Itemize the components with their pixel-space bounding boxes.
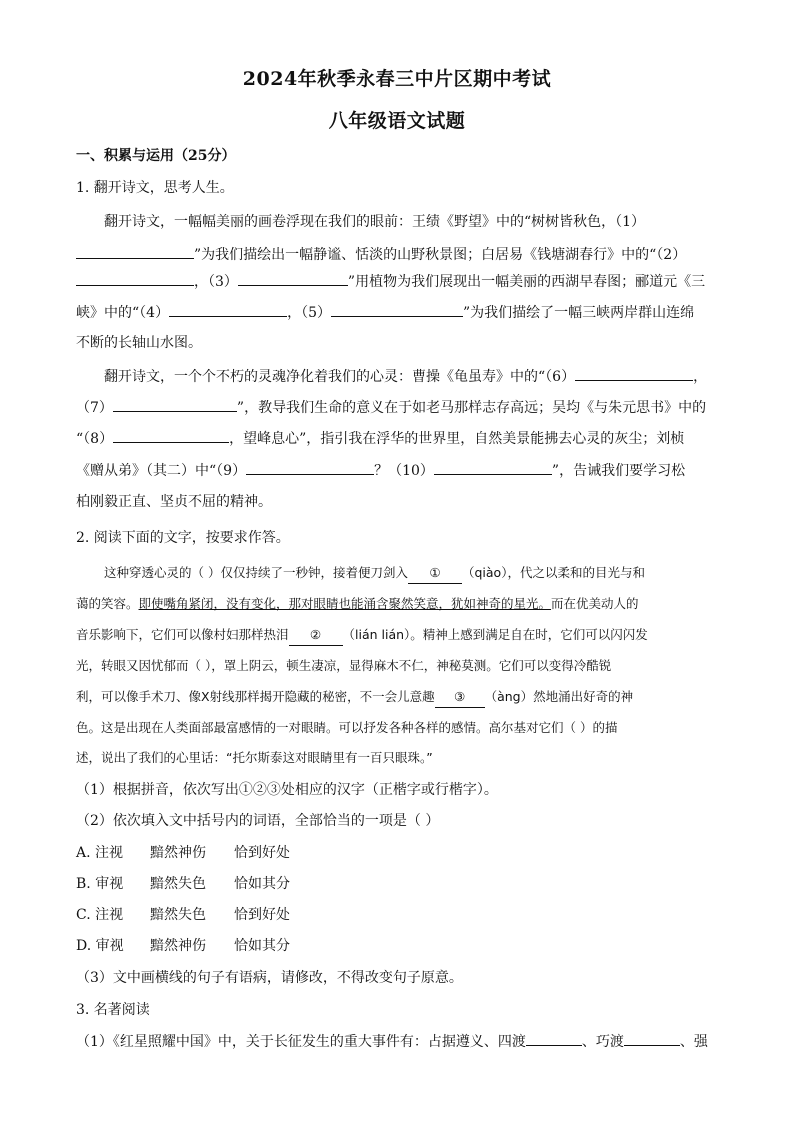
passage-text: 音乐影响下，它们可以像村妇那样热泪 (76, 627, 289, 642)
passage-text: 利，可以像手术刀、像X射线那样揭开隐藏的秘密，不一会儿意趣 (76, 689, 435, 704)
passage-line5 (76, 687, 716, 708)
q2-stem: 2. 阅读下面的文字，按要求作答。 (76, 530, 290, 546)
q1-text: ”，告诫我们要学习松 (551, 463, 686, 479)
q1-p2-line4 (76, 460, 716, 481)
option-b[interactable] (76, 874, 716, 894)
q3-text: 、巧渡 (581, 1034, 624, 1050)
q1-text: ”为我们描绘出一幅静谧、恬淡的山野秋景图；白居易《钱塘湖春行》中的“（2） (194, 247, 687, 263)
q2-sub1: （1）根据拼音，依次写出①②③处相应的汉字（正楷字或行楷字）。 (76, 782, 498, 798)
q1-text: ”为我们描绘了一幅三峡两岸群山连绵 (463, 305, 695, 321)
passage-text: （qiào），代之以柔和的目光与和 (461, 565, 645, 580)
underlined-sentence: 即使嘴角紧闭，没有变化，那对眼睛也能涌含聚然笑意，犹如神奇的星光。 (138, 596, 552, 611)
q1-p1-line2 (76, 244, 716, 265)
q1-p2-line2 (76, 397, 716, 418)
q3-line1 (76, 1031, 716, 1052)
option-word: 黯然神伤 (150, 938, 206, 954)
exam-title: 2024年秋季永春三中片区期中考试 (242, 68, 552, 90)
answer-blank[interactable] (76, 271, 194, 286)
passage-text: 蔼的笑容。 (76, 596, 139, 611)
q1-text: ， (693, 369, 708, 385)
answer-blank[interactable] (575, 366, 693, 381)
option-label: B. 审视 (76, 876, 124, 892)
passage-text: 而在优美动人的 (551, 596, 639, 611)
q1-text: ，（5） (287, 305, 331, 321)
answer-blank[interactable] (526, 1031, 582, 1046)
exam-subtitle: 八年级语文试题 (328, 110, 466, 132)
option-word: 恰如其分 (234, 876, 290, 892)
option-label: D. 审视 (76, 938, 124, 954)
blank-mark-1[interactable]: ① (408, 563, 462, 584)
q1-p1-line3 (76, 271, 716, 292)
option-word: 黯然失色 (150, 876, 206, 892)
passage-text: （àng）然地涌出好奇的神 (484, 689, 634, 704)
q1-text: ”用植物为我们展现出一幅美丽的西湖早春图；郦道元《三 (347, 274, 706, 290)
q1-text: ？（10） (374, 463, 434, 479)
option-word: 黯然失色 (150, 907, 206, 923)
option-label: C. 注视 (76, 907, 124, 923)
q1-p2-line1 (104, 366, 716, 387)
passage-text: 这种穿透心灵的（ ）仅仅持续了一秒钟，接着便刀剑入 (104, 565, 408, 580)
q3-text: （1）《红星照耀中国》中，关于长征发生的重大事件有：占据遵义、四渡 (76, 1034, 526, 1050)
option-word: 恰如其分 (234, 938, 290, 954)
section-heading: 一、积累与运用（25分） (76, 148, 236, 164)
passage-line3 (76, 625, 716, 646)
option-d[interactable] (76, 936, 716, 956)
passage-text: （lián lián）。精神上感到满足自在时，它们可以闪闪发 (342, 627, 648, 642)
q1-stem: 1. 翻开诗文，思考人生。 (76, 180, 234, 196)
answer-blank[interactable] (238, 271, 348, 286)
answer-blank[interactable] (76, 244, 194, 259)
q1-text: 峡》中的“（4） (76, 305, 170, 321)
q1-p1-line4 (76, 302, 716, 323)
q1-text: （7） (76, 400, 113, 416)
q1-p2-line5: 柏刚毅正直、坚贞不屈的精神。 (76, 494, 272, 510)
q1-text: ，（3） (194, 274, 238, 290)
q2-sub3: （3）文中画横线的句子有语病，请修改，不得改变句子原意。 (76, 970, 463, 986)
q1-text: ，望峰息心”，指引我在浮华的世界里，自然美景能拂去心灵的灰尘；刘桢 (229, 431, 685, 447)
answer-blank[interactable] (113, 428, 229, 443)
answer-blank[interactable] (331, 302, 463, 317)
q3-stem: 3. 名著阅读 (76, 1002, 150, 1018)
answer-blank[interactable] (624, 1031, 680, 1046)
answer-blank[interactable] (246, 460, 374, 475)
passage-line2 (76, 594, 716, 614)
option-word: 恰到好处 (234, 845, 290, 861)
q3-text: 、强 (679, 1034, 708, 1050)
q1-text: ”，教导我们生命的意义在于如老马那样志存高远；吴均《与朱元思书》中的 (236, 400, 707, 416)
option-word: 恰到好处 (234, 907, 290, 923)
answer-blank[interactable] (113, 397, 237, 412)
q1-text: 翻开诗文，一个个不朽的灵魂净化着我们的心灵：曹操《龟虽寿》中的“（6） (104, 369, 576, 385)
blank-mark-3[interactable]: ③ (435, 687, 485, 708)
option-label: A. 注视 (76, 845, 124, 861)
passage-line7: 述，说出了我们的心里话：“托尔斯泰这对眼睛里有一百只眼珠。” (76, 750, 433, 765)
option-a[interactable] (76, 843, 716, 863)
q1-p2-line3 (76, 428, 716, 449)
passage-line1 (104, 563, 716, 584)
q2-sub2: （2）依次填入文中括号内的词语，全部恰当的一项是（ ） (76, 813, 440, 829)
q1-text: 《赠从弟》（其二）中“（9） (76, 463, 247, 479)
blank-mark-2[interactable]: ② (289, 625, 343, 646)
q1-p1-line5: 不断的长轴山水图。 (76, 335, 202, 351)
answer-blank[interactable] (169, 302, 287, 317)
passage-line6: 色。这是出现在人类面部最富感情的一对眼睛。可以抒发各种各样的感情。高尔基对它们（ ）的描 (76, 720, 618, 735)
option-c[interactable] (76, 905, 716, 925)
option-word: 黯然神伤 (150, 845, 206, 861)
q1-text: “（8） (76, 431, 114, 447)
passage-line4: 光，转眼又因忧郁而（ ），罩上阴云，顿生凄凉，显得麻木不仁，神秘莫测。它们可以变得冷酷锐 (76, 658, 612, 673)
answer-blank[interactable] (434, 460, 552, 475)
q1-p1-line1: 翻开诗文，一幅幅美丽的画卷浮现在我们的眼前：王绩《野望》中的“树树皆秋色，（1） (104, 214, 646, 230)
